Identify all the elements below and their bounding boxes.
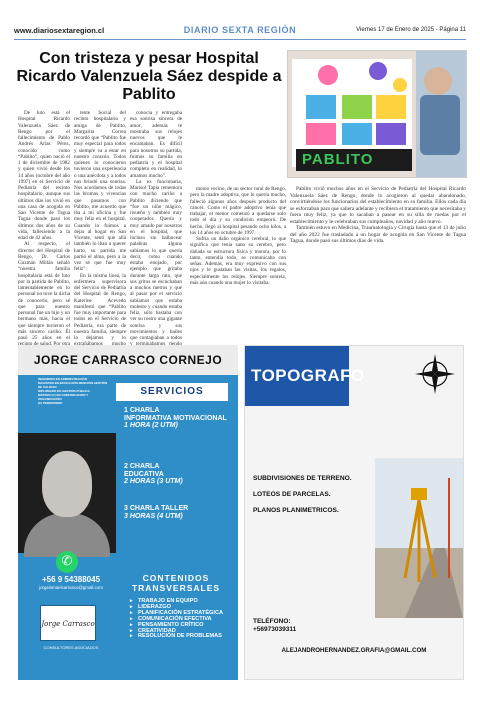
topografo-email[interactable]: ALEJANDROHERNANDEZ.GRAFIA@GMAIL.COM <box>281 647 427 654</box>
contents-item: ▸ PENSAMIENTO CRÍTICO <box>130 623 230 629</box>
qualification-item: MAGISTER EN EDUCACIÓN MENCIÓN GESTIÓN DE CALIDAD <box>38 381 108 389</box>
topografo-services <box>253 471 352 519</box>
service-item <box>124 463 232 486</box>
article-paragraph: tente Social del recinto hospitalario y amiga de Pablito, Margarita Correa recordó que “Pablito fue muy especial para todos y siempre va a estar en nuestro corazón. Todos quienes lo conocieron tuvieron una experiencia o una anécdota y a todos nos brindó una sonrisa. Nos acordamos de todas las bromas y vivencias que pasamos con Pablito, me acuerdo que iba a mi oficina y fue muy feliz en el hospital. Cuando lo fuimos a dejar al hogar en San Vicente, sentí que allá también lo iban a querer harto, su partida me partió el alma, pero a la vez sé que fue muy feliz”. <box>74 110 126 273</box>
service-number: 1 CHARLA <box>124 407 160 414</box>
topografo-phone-block <box>253 618 296 634</box>
topografo-service-item: SUBDIVISIONES DE TERRENO. <box>253 475 352 482</box>
qualification-item: MÁSTER (C) EN COMUNICACIÓN Y ORGANIZACIÓN <box>38 393 89 401</box>
contents-item: ▸ PLANIFICACIÓN ESTRATÉGICA <box>130 611 230 617</box>
surveyor-tripod-illustration <box>375 458 463 618</box>
newspaper-name: DIARIO SEXTA REGIÓN <box>183 25 297 35</box>
site-url[interactable]: www.diariosextaregion.cl <box>14 26 105 35</box>
speaker-phone[interactable]: +56 9 54388045 <box>41 575 101 584</box>
consultancy-logo: Jorge Carrasco <box>40 605 96 641</box>
service-item <box>124 505 232 520</box>
qualification-item: (C) PERIODISMO <box>38 401 63 405</box>
article-column-4 <box>190 186 286 348</box>
service-number: 3 CHARLA TALLER <box>124 505 189 512</box>
phone-label: TELÉFONO: <box>253 618 291 625</box>
phone-number[interactable]: +56973039311 <box>253 626 297 633</box>
consultancy-name: CONSULTORES ASOCIADOS <box>43 645 99 650</box>
headline: Con tristeza y pesar Hospital Ricardo Valenzuela Sáez despide a Pablito <box>16 50 282 103</box>
article-column-2 <box>74 110 126 348</box>
article-paragraph: Sufría un daño orgánico cerebral, lo que significa que tenía sano su cerebro, pero dañada su estructura física y motora, por lo tanto, entendía todo, se comunicaba con señas. Además, era muy expresivo con sus ojos y le gustaban las visitas, los regalos, especialmente los relojes. Siempre sonreía, más aún cuando una mujer lo visitaba. <box>190 236 286 286</box>
topografo-service-item: PLANOS PLANIMETRICOS. <box>253 507 339 514</box>
article-paragraph: Pablito vivió muchos años en el Servicio de Pediatría del Hospital Ricardo Valenzuela Sáez de Rengo, donde lo acogieron al quedar abandonado, convirtiéndose los funcionarios del establecimiento en su familia. Ellos cada día se esforzaban para que saliera adelante y recibiera el tratamiento que necesitaba y fuera muy feliz, ya que lo sacaban a pasear en su silla de ruedas por el establecimiento y le celebraban sus cumpleaños, navidad y año nuevo. <box>290 186 466 225</box>
article-paragraph: En la misma línea, la enfermera supervisora del Servicio de Pediatría del Hospital de Rengo, Katerine Acevedo manifestó que “Pablito fue muy importante para todos en el Servicio de Pediatría, era parte de nuestra familia, siempre lo dejamos y lo <box>74 272 126 341</box>
article-paragraph: También estuvo en Medicina, Traumatología y Cirugía hasta que el 13 de julio del año 2022 fue trasladado a un hogar de acogida en San Vicente de Tagua Tagua, donde pasó sus últimos días de vida. <box>290 225 466 244</box>
article-column-1 <box>18 110 70 348</box>
speaker-portrait <box>18 433 116 553</box>
article-photo <box>287 50 467 178</box>
article-paragraph: conocía y entregaba esa sonrisa sincera de amor, además te mostraba sus relojes nuevos que le encantaban. Es difícil para nosotros su partida, fuimos su familia en pediatría y el hospital completo en realidad, lo amamos mucho”. <box>130 110 182 179</box>
article-column-3 <box>130 110 182 348</box>
page-header <box>14 26 466 40</box>
advertisement-topografo <box>244 345 464 680</box>
compass-rose-icon <box>415 354 455 394</box>
contents-item: ▸ CREATIVIDAD <box>130 629 230 635</box>
services-title: SERVICIOS <box>116 383 228 401</box>
service-item <box>124 407 232 430</box>
qualification-item: DIPLOMADO DE GESTIÓN PÚBLICA <box>38 389 90 393</box>
qualification-item: INGENIERO EN ADMINISTRACIÓN <box>38 377 87 381</box>
service-hours: 1 HORA (2 UTM) <box>124 422 178 430</box>
speaker-qualifications <box>38 377 108 405</box>
service-hours: 3 HORAS (4 UTM) <box>124 512 183 520</box>
advertisement-speaker <box>18 345 238 680</box>
article-paragraph: Al respecto, el director del Hospital de Rengo, Dr. Carlos Guzmán Millán señaló “nuestra familia hospitalaria está de luto por la partida de Pablito, lamentablemente en lo personal no tuve la dicha de conocerlo, pero sé que para nuestro personal fue un hijo y un hermano más, hacia el que siempre tuvieron el más sincero cariño. Él pasó 25 años en el <box>18 241 70 341</box>
service-number: 2 CHARLA <box>124 463 160 470</box>
issue-date: Viernes 17 de Enero de 2025 - Página 11 <box>356 27 466 33</box>
contents-list <box>130 599 230 640</box>
contents-item: ▸ TRABAJO EN EQUIPO <box>130 599 230 605</box>
contents-title: CONTENIDOS TRANSVERSALES <box>131 573 221 593</box>
topografo-service-item: LOTEOS DE PARCELAS. <box>253 491 331 498</box>
speaker-email[interactable]: jorgeismaelcarrasco@gmail.com <box>39 585 103 590</box>
whatsapp-icon[interactable]: ✆ <box>56 551 78 573</box>
article-paragraph: De luto está el Hospital Ricardo Valenzuela Sáez de Rengo por el fallecimiento de Pablo Andrés Arias Pérez, conocido como “Pablito”, quien nació el 1 de diciembre de 1982 y quien vivió desde los 14 años (octubre del año 1997) en el Servicio de Pediatría del recinto hospitalario, aunque sus últimos días los vivió en una casa de acogida en San Vicente de Tagua Tagua donde pasó los últimos dos años de su vida, falleciendo a la edad de 42 años. <box>18 110 70 241</box>
contents-item: ▸ RESOLUCIÓN DE PROBLEMAS <box>130 634 230 640</box>
service-description: EDUCATIVA <box>124 470 164 478</box>
article-column-5 <box>290 186 466 348</box>
topografo-title: TOPOGRAFO <box>251 366 365 385</box>
photo-caption: PABLITO <box>302 151 374 168</box>
contents-item: ▸ COMUNICACIÓN EFECTIVA <box>130 617 230 623</box>
speaker-name: JORGE CARRASCO CORNEJO <box>33 353 223 367</box>
contents-item: ▸ LIDERAZGO <box>130 605 230 611</box>
article-paragraph: La ex funcionaria, Marisol Tapia rememora con mucho cariño a Pablito diciendo que “fue un niño mágico, risueño y también muy cooperador. Quería y muy amado por nosotros en el hospital, que incluso sin balbucear palabras alguna sabíamos lo que quería decir, como cuando estaba enojado, por ejemplo que gritaba durante largo rato, que sus gritos se escuchaban a muchos metros y que al pasar por el servicio sabíamos que estaba molesto y cuando estaba feliz, sólo bastaba con ver su rostro una gigante sonrisa y sus movimientos y bailes que contagiaban a todos <box>130 178 182 341</box>
service-description: INFORMATIVA MOTIVACIONAL <box>124 414 227 422</box>
article-paragraph: monio vecino, de un sector rural de Rengo, pero la madre adoptiva, que lo quería mucho, falleció algunos años después producto del cáncer. Como el padre adoptivo tenía que trabajar, el menor comenzó a quedarse solo todo el día y su condición empeoró. De hecho, llegó al hospital pesando ocho kilos, a los 14 años en octubre de 1997. <box>190 186 286 236</box>
service-hours: 2 HORAS (3 UTM) <box>124 478 183 486</box>
